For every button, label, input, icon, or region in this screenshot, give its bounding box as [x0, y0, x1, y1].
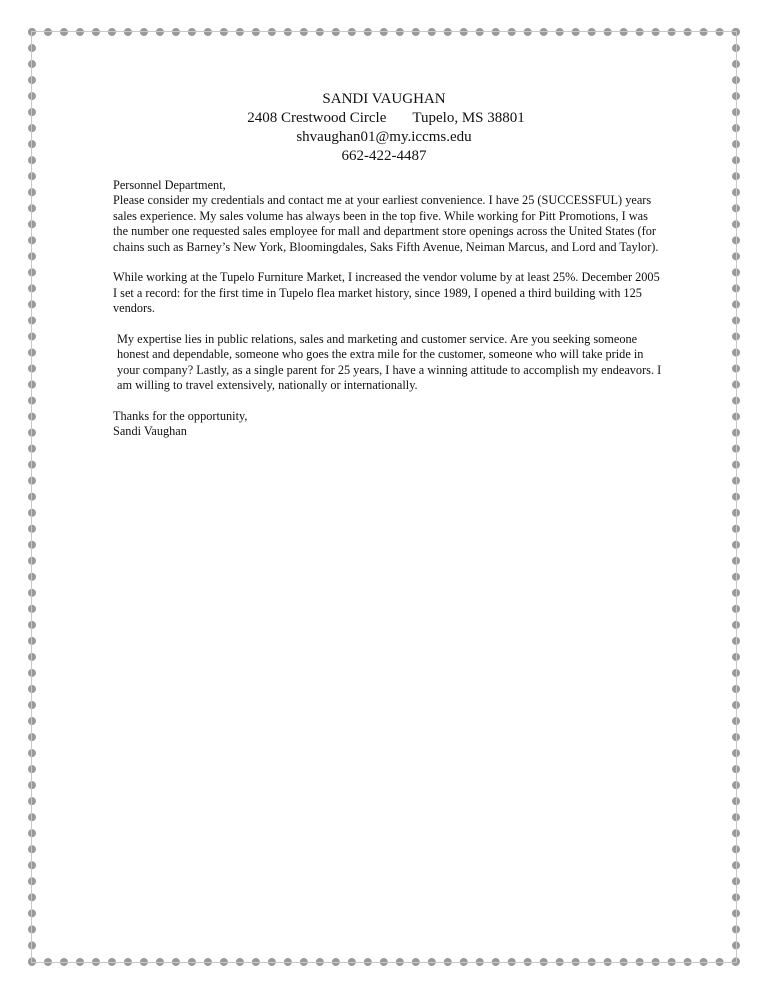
salutation: Personnel Department, — [113, 178, 226, 192]
paragraph-furniture-market: While working at the Tupelo Furniture Market, I increased the vendor volume by at least 25%. December 2005 I set a record: for the first time in Tupelo flea market history, since 1989, I opened a third building with 125 vendors. — [113, 270, 660, 316]
sender-street: 2408 Crestwood Circle — [247, 110, 387, 126]
sender-phone: 662-422-4487 — [341, 148, 427, 164]
decorative-page-border — [28, 28, 740, 966]
letterhead — [0, 90, 768, 166]
signature: Sandi Vaughan — [113, 424, 187, 439]
paragraph-expertise: My expertise lies in public relations, sales and marketing and customer service. Are you seeking someone honest and dependable, someone who goes the extra mile for the customer, someone who will take pride in your company? Lastly, as a single parent for 25 years, I have a winning attitude to accomplish my endeavors. I am willing to travel extensively, nationally or internationally. — [117, 332, 662, 393]
sender-email: shvaughan01@my.iccms.edu — [296, 129, 472, 145]
sender-address — [0, 109, 768, 128]
sender-city-state-zip: Tupelo, MS 38801 — [412, 110, 525, 126]
letter-body — [113, 178, 665, 440]
paragraph-credentials: Please consider my credentials and contact me at your earliest convenience. I have 25 (SUCCESSFUL) years sales experience. My sales volume has always been in the top five. While working for Pitt Promotions, I was the number one requested sales employee for mall and department store openings across the United States (for chains such as Barney’s New York, Bloomingdales, Saks Fifth Avenue, Neiman Marcus, and Lord and Taylor). — [113, 193, 659, 254]
sender-name: SANDI VAUGHAN — [322, 91, 446, 107]
closing: Thanks for the opportunity, — [113, 409, 248, 424]
